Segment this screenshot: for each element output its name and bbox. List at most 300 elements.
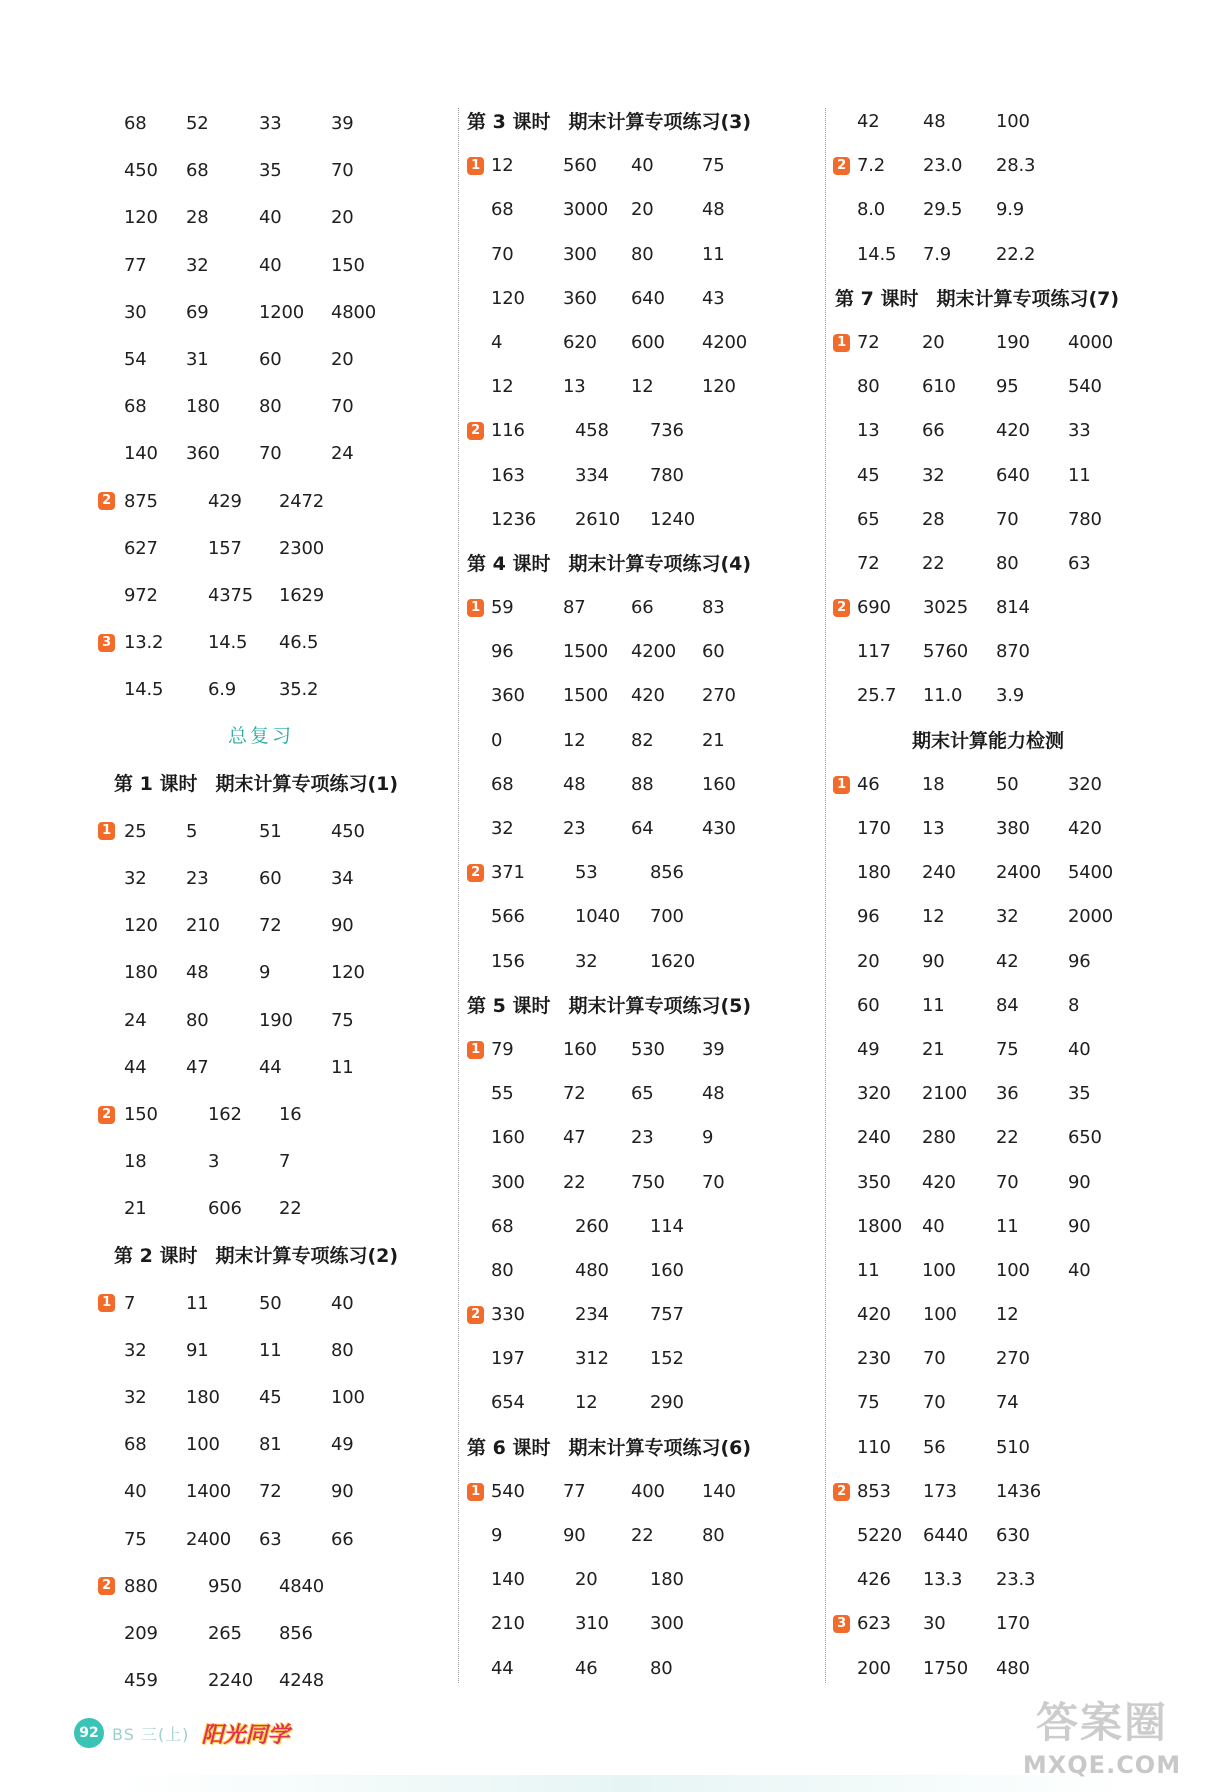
answer-row	[833, 895, 1183, 939]
answer-value: 88	[631, 773, 654, 795]
answer-value: 360	[186, 443, 220, 465]
answer-value: 736	[650, 420, 684, 442]
answer-value: 6440	[923, 1525, 969, 1546]
answer-value: 150	[124, 1103, 158, 1125]
answer-value: 77	[124, 254, 147, 276]
answer-value: 4840	[279, 1575, 325, 1597]
lesson-title: 期末计算专项练习(7)	[936, 287, 1120, 310]
answer-value: 42	[857, 111, 880, 132]
answer-value: 1236	[491, 508, 537, 530]
answer-value: 2610	[575, 508, 621, 530]
answer-value: 91	[186, 1339, 209, 1361]
answer-value: 200	[857, 1657, 891, 1679]
answer-value: 32	[922, 464, 945, 486]
answer-value: 51	[259, 820, 282, 842]
answer-row	[465, 1293, 805, 1337]
answer-value: 80	[331, 1339, 354, 1361]
answer-row	[833, 321, 1183, 365]
answer-row	[96, 808, 426, 855]
answer-value: 880	[124, 1575, 158, 1597]
answer-value: 420	[631, 685, 665, 707]
answer-row	[96, 619, 426, 666]
answer-value: 21	[922, 1038, 945, 1060]
answer-value: 44	[259, 1056, 282, 1078]
answer-value: 70	[996, 1171, 1019, 1193]
lesson-title: 期末计算专项练习(3)	[568, 111, 752, 133]
answer-row	[833, 542, 1183, 586]
answer-value: 156	[491, 950, 525, 972]
answer-value: 260	[575, 1215, 609, 1237]
answer-value: 24	[124, 1009, 147, 1031]
answer-value: 22	[922, 552, 945, 574]
answer-value: 13	[922, 818, 945, 839]
answer-value: 72	[857, 552, 880, 574]
answer-row	[833, 807, 1183, 851]
answer-value: 757	[650, 1304, 684, 1326]
grade-label: BS 三(上)	[112, 1724, 190, 1744]
answer-value: 630	[996, 1525, 1030, 1546]
answer-row	[465, 144, 805, 188]
answer-value: 0	[491, 729, 503, 751]
answer-value: 1400	[186, 1481, 232, 1503]
answer-value: 234	[575, 1304, 609, 1326]
answer-value: 640	[631, 287, 665, 309]
lesson-number: 第 3 课时	[467, 111, 551, 133]
answer-value: 420	[857, 1304, 891, 1326]
answer-value: 100	[186, 1434, 220, 1456]
answer-value: 7	[124, 1292, 136, 1314]
answer-value: 209	[124, 1623, 158, 1644]
answer-value: 140	[491, 1569, 525, 1591]
answer-value: 13	[857, 420, 880, 442]
answer-value: 100	[996, 111, 1030, 132]
answer-value: 66	[631, 597, 654, 619]
answer-value: 72	[857, 331, 880, 353]
answer-row	[465, 498, 805, 542]
answer-row	[465, 1249, 805, 1293]
answer-value: 33	[259, 113, 282, 134]
answer-value: 80	[186, 1009, 209, 1031]
answer-value: 60	[702, 641, 725, 663]
answer-value: 65	[857, 508, 880, 530]
answer-value: 22	[563, 1171, 586, 1193]
answer-value: 875	[124, 490, 158, 512]
answer-value: 12	[631, 376, 654, 398]
answer-value: 170	[996, 1613, 1030, 1635]
answer-value: 180	[857, 862, 891, 884]
answer-value: 11	[1068, 464, 1091, 486]
answer-value: 39	[331, 113, 354, 134]
answer-value: 140	[702, 1480, 736, 1502]
lesson-heading	[96, 761, 426, 808]
answer-value: 96	[1068, 950, 1091, 972]
answer-value: 371	[491, 862, 525, 884]
lesson-title: 期末计算专项练习(1)	[215, 772, 399, 795]
answer-value: 856	[279, 1623, 313, 1644]
answer-value: 140	[124, 443, 158, 465]
answer-column-3	[833, 100, 1183, 1691]
answer-value: 8	[1068, 994, 1080, 1016]
answer-row	[833, 586, 1183, 630]
answer-value: 72	[259, 915, 282, 937]
answer-value: 40	[259, 207, 282, 229]
answer-value: 180	[186, 1387, 220, 1409]
answer-value: 540	[1068, 376, 1102, 398]
answer-row	[465, 277, 805, 321]
answer-value: 31	[186, 348, 209, 370]
answer-value: 90	[922, 950, 945, 972]
answer-row	[96, 1280, 426, 1327]
answer-row	[833, 1381, 1183, 1425]
answer-row	[833, 1514, 1183, 1558]
answer-value: 80	[996, 552, 1019, 574]
question-number-badge: 2	[833, 1483, 850, 1501]
answer-value: 120	[491, 287, 525, 309]
answer-value: 70	[259, 443, 282, 465]
question-number-badge: 2	[98, 492, 115, 510]
answer-value: 20	[331, 348, 354, 370]
answer-value: 21	[124, 1198, 147, 1220]
answer-value: 11	[857, 1259, 880, 1281]
answer-value: 75	[702, 155, 725, 177]
answer-value: 180	[124, 962, 158, 984]
answer-row	[465, 895, 805, 939]
answer-value: 59	[491, 597, 514, 619]
answer-value: 69	[186, 301, 209, 323]
answer-value: 48	[923, 111, 946, 132]
answer-row	[465, 807, 805, 851]
answer-value: 9.9	[996, 199, 1025, 221]
answer-value: 430	[702, 818, 736, 839]
answer-value: 160	[491, 1127, 525, 1149]
answer-value: 1436	[996, 1480, 1042, 1502]
answer-value: 32	[186, 254, 209, 276]
answer-value: 2400	[996, 862, 1042, 884]
answer-value: 120	[702, 376, 736, 398]
column-divider	[458, 108, 459, 1683]
answer-row	[96, 666, 426, 713]
answer-value: 459	[124, 1670, 158, 1692]
answer-value: 40	[259, 254, 282, 276]
answer-value: 450	[331, 820, 365, 842]
answer-value: 6.9	[208, 679, 237, 701]
answer-value: 426	[857, 1569, 891, 1591]
answer-row	[833, 1072, 1183, 1116]
answer-value: 163	[491, 464, 525, 486]
answer-value: 70	[923, 1392, 946, 1414]
answer-value: 12	[996, 1304, 1019, 1326]
answer-value: 68	[124, 1434, 147, 1456]
answer-value: 100	[331, 1387, 365, 1409]
answer-value: 32	[575, 950, 598, 972]
answer-row	[96, 1044, 426, 1091]
answer-row	[833, 144, 1183, 188]
answer-value: 110	[857, 1436, 891, 1458]
answer-value: 34	[331, 868, 354, 889]
lesson-number: 第 4 课时	[467, 552, 551, 575]
answer-value: 420	[996, 420, 1030, 442]
answer-value: 28.3	[996, 155, 1036, 177]
answer-value: 566	[491, 906, 525, 928]
answer-value: 75	[124, 1528, 147, 1550]
answer-row	[833, 1426, 1183, 1470]
question-number-badge: 3	[833, 1615, 850, 1633]
page-footer	[74, 1715, 289, 1751]
answer-value: 53	[575, 862, 598, 884]
answer-value: 46	[857, 773, 880, 795]
answer-row	[833, 1161, 1183, 1205]
answer-value: 120	[124, 207, 158, 229]
answer-value: 623	[857, 1613, 891, 1635]
answer-value: 40	[124, 1481, 147, 1503]
answer-row	[96, 1091, 426, 1138]
answer-value: 46.5	[279, 632, 319, 654]
answer-value: 32	[491, 818, 514, 839]
answer-value: 1200	[259, 301, 305, 323]
answer-value: 170	[857, 818, 891, 839]
answer-value: 4	[491, 331, 503, 353]
question-number-badge: 1	[98, 822, 115, 840]
answer-value: 66	[331, 1528, 354, 1550]
answer-value: 11	[702, 243, 725, 265]
answer-value: 40	[631, 155, 654, 177]
answer-value: 4000	[1068, 331, 1114, 353]
answer-value: 2300	[279, 537, 325, 559]
answer-value: 23	[186, 868, 209, 889]
question-number-badge: 1	[833, 776, 850, 794]
answer-row	[96, 1610, 426, 1657]
answer-value: 627	[124, 537, 158, 559]
answer-row	[833, 1116, 1183, 1160]
answer-value: 320	[1068, 773, 1102, 795]
lesson-number: 第 7 课时	[835, 287, 919, 310]
answer-value: 116	[491, 420, 525, 442]
answer-value: 2000	[1068, 906, 1114, 928]
answer-value: 70	[923, 1348, 946, 1370]
answer-value: 420	[922, 1171, 956, 1193]
answer-value: 74	[996, 1392, 1019, 1414]
question-number-badge: 1	[467, 1041, 484, 1059]
answer-value: 856	[650, 862, 684, 884]
answer-value: 12	[563, 729, 586, 751]
answer-row	[833, 674, 1183, 718]
answer-value: 814	[996, 597, 1030, 619]
answer-value: 46	[575, 1657, 598, 1679]
answer-value: 68	[491, 1215, 514, 1237]
answer-row	[465, 674, 805, 718]
answer-row	[465, 409, 805, 453]
answer-value: 80	[857, 376, 880, 398]
answer-value: 96	[491, 641, 514, 663]
answer-value: 9	[702, 1127, 714, 1149]
answer-value: 5	[186, 820, 198, 842]
answer-value: 20	[857, 950, 880, 972]
answer-row	[833, 454, 1183, 498]
answer-value: 162	[208, 1103, 242, 1125]
answer-value: 290	[650, 1392, 684, 1414]
question-number-badge: 1	[98, 1294, 115, 1312]
answer-value: 1500	[563, 641, 609, 663]
answer-value: 11	[996, 1215, 1019, 1237]
answer-value: 610	[922, 376, 956, 398]
answer-value: 5760	[923, 641, 969, 663]
answer-row	[96, 1374, 426, 1421]
answer-value: 35.2	[279, 679, 319, 701]
answer-value: 48	[702, 199, 725, 221]
answer-value: 60	[259, 348, 282, 370]
answer-row	[833, 940, 1183, 984]
answer-value: 4200	[631, 641, 677, 663]
answer-value: 480	[996, 1657, 1030, 1679]
answer-row	[465, 365, 805, 409]
answer-value: 3025	[923, 597, 969, 619]
answer-row	[833, 1470, 1183, 1514]
answer-value: 620	[563, 331, 597, 353]
answer-value: 14.5	[124, 679, 164, 701]
answer-value: 240	[857, 1127, 891, 1149]
lesson-title: 期末计算专项练习(5)	[568, 994, 752, 1017]
answer-value: 120	[331, 962, 365, 984]
page-number: 92	[74, 1718, 104, 1748]
answer-value: 312	[575, 1348, 609, 1370]
answer-value: 11	[331, 1056, 354, 1078]
answer-value: 90	[563, 1525, 586, 1546]
answer-value: 7.9	[923, 243, 952, 265]
answer-value: 68	[124, 396, 147, 418]
answer-row	[465, 1072, 805, 1116]
answer-row	[96, 383, 426, 430]
answer-value: 48	[702, 1083, 725, 1105]
answer-value: 55	[491, 1083, 514, 1105]
answer-value: 28	[922, 508, 945, 530]
answer-value: 5400	[1068, 862, 1114, 884]
answer-row	[96, 997, 426, 1044]
answer-value: 100	[923, 1304, 957, 1326]
answer-row	[833, 188, 1183, 232]
answer-value: 3	[208, 1151, 220, 1173]
question-number-badge: 2	[833, 599, 850, 617]
answer-value: 75	[996, 1038, 1019, 1060]
lesson-title: 期末计算专项练习(4)	[568, 552, 752, 575]
answer-row	[96, 194, 426, 241]
answer-value: 65	[631, 1083, 654, 1105]
answer-value: 84	[996, 994, 1019, 1016]
answer-value: 52	[186, 113, 209, 134]
lesson-number: 第 5 课时	[467, 994, 551, 1017]
answer-value: 3000	[563, 199, 609, 221]
question-number-badge: 2	[467, 1306, 484, 1324]
answer-value: 20	[631, 199, 654, 221]
answer-value: 79	[491, 1038, 514, 1060]
answer-value: 54	[124, 348, 147, 370]
answer-value: 23	[563, 818, 586, 839]
answer-row	[96, 525, 426, 572]
answer-value: 11	[922, 994, 945, 1016]
answer-value: 44	[491, 1657, 514, 1679]
answer-value: 45	[259, 1387, 282, 1409]
answer-value: 640	[996, 464, 1030, 486]
answer-value: 180	[650, 1569, 684, 1591]
answer-value: 36	[996, 1083, 1019, 1105]
answer-value: 12	[491, 155, 514, 177]
watermark-url: MXQE.COM	[1022, 1751, 1182, 1779]
answer-value: 173	[923, 1480, 957, 1502]
answer-value: 480	[575, 1259, 609, 1281]
answer-value: 77	[563, 1480, 586, 1502]
answer-value: 82	[631, 729, 654, 751]
answer-value: 7	[279, 1151, 291, 1173]
answer-row	[833, 1337, 1183, 1381]
answer-value: 9	[259, 962, 271, 984]
answer-value: 68	[124, 113, 147, 134]
answer-value: 25.7	[857, 685, 897, 707]
question-number-badge: 2	[467, 864, 484, 882]
lesson-heading	[833, 277, 1183, 321]
answer-row	[465, 233, 805, 277]
answer-row	[465, 454, 805, 498]
answer-value: 47	[186, 1056, 209, 1078]
answer-row	[96, 1185, 426, 1232]
answer-row	[465, 321, 805, 365]
answer-row	[833, 1249, 1183, 1293]
answer-value: 450	[124, 160, 158, 182]
answer-value: 20	[575, 1569, 598, 1591]
answer-value: 20	[331, 207, 354, 229]
answer-row	[833, 1602, 1183, 1646]
answer-value: 25	[124, 820, 147, 842]
answer-value: 280	[922, 1127, 956, 1149]
answer-value: 22	[996, 1127, 1019, 1149]
answer-value: 530	[631, 1038, 665, 1060]
answer-value: 90	[331, 1481, 354, 1503]
answer-value: 265	[208, 1623, 242, 1644]
lesson-heading	[833, 719, 1183, 763]
answer-value: 32	[124, 868, 147, 889]
answer-row	[833, 763, 1183, 807]
answer-value: 68	[186, 160, 209, 182]
answer-row	[96, 1327, 426, 1374]
answer-value: 28	[186, 207, 209, 229]
answer-row	[465, 1647, 805, 1691]
answer-row	[833, 984, 1183, 1028]
answer-row	[465, 940, 805, 984]
answer-value: 510	[996, 1436, 1030, 1458]
answer-value: 2100	[922, 1083, 968, 1105]
answer-value: 50	[259, 1292, 282, 1314]
answer-value: 12	[491, 376, 514, 398]
question-number-badge: 1	[467, 1483, 484, 1501]
answer-value: 72	[259, 1481, 282, 1503]
answer-value: 40	[1068, 1038, 1091, 1060]
answer-value: 4200	[702, 331, 748, 353]
answer-value: 230	[857, 1348, 891, 1370]
answer-value: 780	[1068, 508, 1102, 530]
answer-value: 22	[631, 1525, 654, 1546]
answer-value: 75	[331, 1009, 354, 1031]
answer-value: 80	[631, 243, 654, 265]
answer-value: 380	[996, 818, 1030, 839]
answer-value: 1750	[923, 1657, 969, 1679]
column-divider	[825, 108, 826, 1683]
answer-row	[96, 1468, 426, 1515]
answer-value: 1240	[650, 508, 696, 530]
answer-value: 23.3	[996, 1569, 1036, 1591]
answer-value: 2400	[186, 1528, 232, 1550]
answer-value: 429	[208, 490, 242, 512]
answer-value: 32	[124, 1387, 147, 1409]
answer-value: 690	[857, 597, 891, 619]
answer-value: 70	[491, 243, 514, 265]
